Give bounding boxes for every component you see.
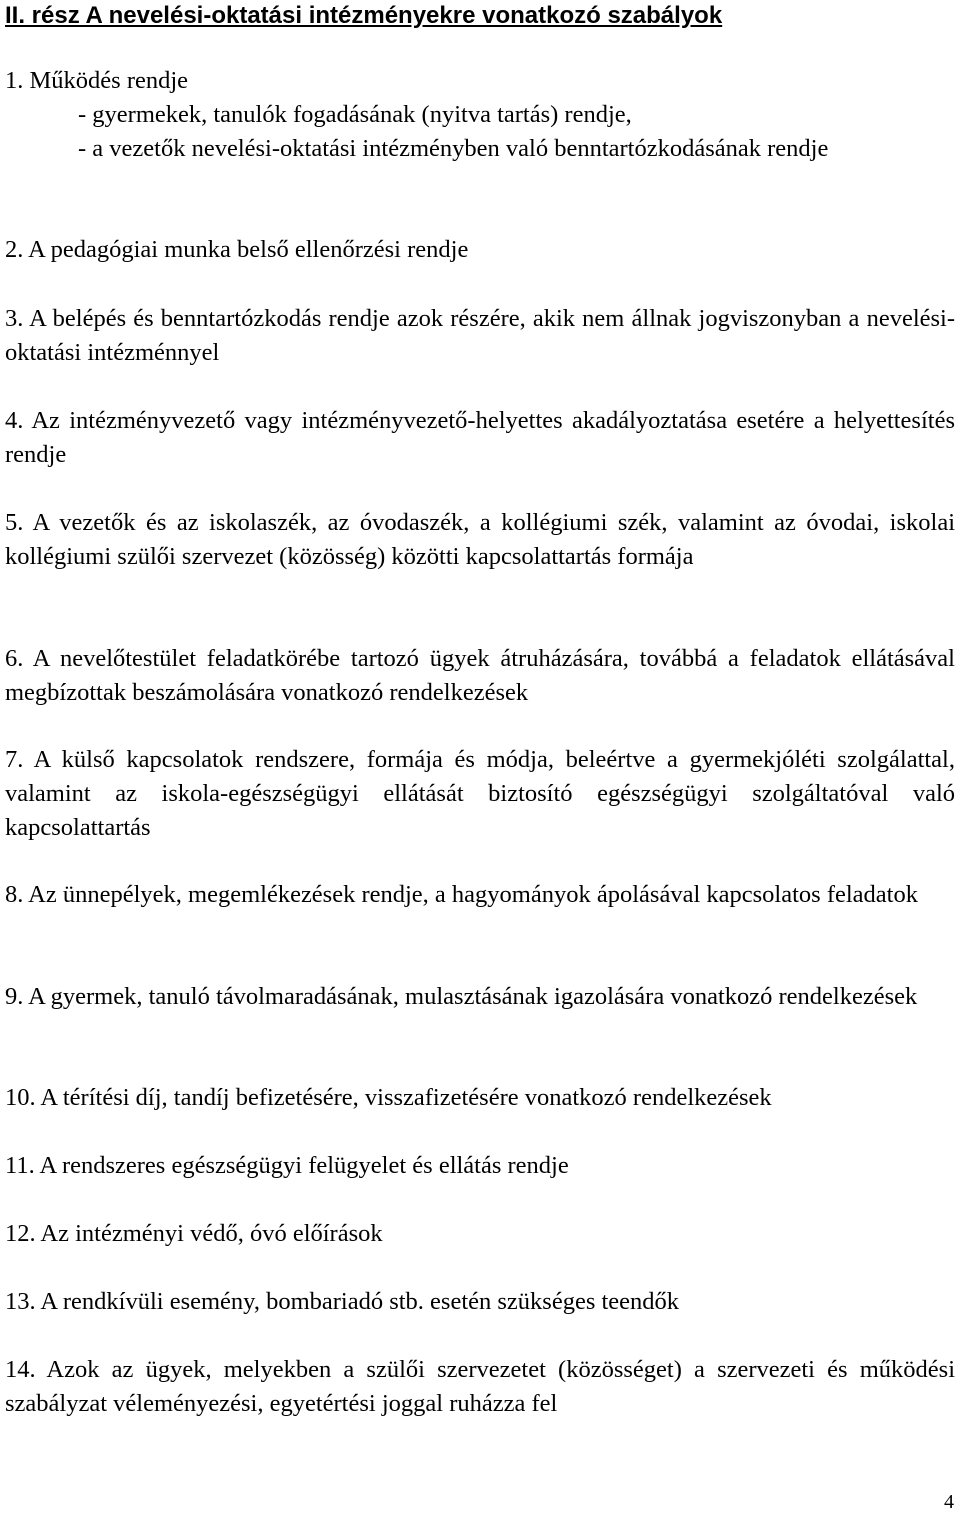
list-item-3: 3. A belépés és benntartózkodás rendje azok részére, akik nem állnak jogviszonyban a nevelési-oktatási intézménnyel: [5, 305, 955, 366]
list-item-11: 11. A rendszeres egészségügyi felügyelet és ellátás rendje: [5, 1152, 569, 1179]
item-1-subitem-2: - a vezetők nevelési-oktatási intézményben való benntartózkodásának rendje: [78, 135, 829, 162]
list-item-12: 12. Az intézményi védő, óvó előírások: [5, 1220, 383, 1247]
list-item-5: 5. A vezetők és az iskolaszék, az óvodaszék, a kollégiumi szék, valamint az óvodai, iskolai kollégiumi szülői szervezet (közösség) közötti kapcsolattartás formája: [5, 509, 955, 570]
list-item-6: 6. A nevelőtestület feladatkörébe tartozó ügyek átruházására, továbbá a feladatok ellátásával megbízottak beszámolására vonatkozó rendelkezések: [5, 645, 955, 706]
page-number: 4: [944, 1491, 954, 1513]
item-1-title: 1. Működés rendje: [5, 67, 189, 94]
list-item-2: 2. A pedagógiai munka belső ellenőrzési rendje: [5, 236, 469, 263]
list-item-9: 9. A gyermek, tanuló távolmaradásának, mulasztásának igazolására vonatkozó rendelkezések: [5, 983, 918, 1010]
list-item-14: 14. Azok az ügyek, melyekben a szülői szervezetet (közösséget) a szervezeti és működési szabályzat véleményezési, egyetértési joggal ruházza fel: [5, 1356, 955, 1417]
item-1-subitem-1: - gyermekek, tanulók fogadásának (nyitva tartás) rendje,: [78, 101, 632, 128]
list-item-8: 8. Az ünnepélyek, megemlékezések rendje, a hagyományok ápolásával kapcsolatos feladatok: [5, 881, 918, 908]
list-item-7: 7. A külső kapcsolatok rendszere, formája és módja, beleértve a gyermekjóléti szolgálattal, valamint az iskola-egészségügyi ellátását biztosító egészségügyi szolgáltatóval való kapcsolattartás: [5, 746, 955, 841]
section-heading: II. rész A nevelési-oktatási intézményekre vonatkozó szabályok: [5, 2, 723, 29]
list-item-10: 10. A térítési díj, tandíj befizetésére, visszafizetésére vonatkozó rendelkezések: [5, 1084, 772, 1111]
list-item-4: 4. Az intézményvezető vagy intézményvezető-helyettes akadályoztatása esetére a helyettesítés rendje: [5, 407, 955, 468]
list-item-1: [5, 64, 955, 166]
list-item-13: 13. A rendkívüli esemény, bombariadó stb. esetén szükséges teendők: [5, 1288, 680, 1315]
